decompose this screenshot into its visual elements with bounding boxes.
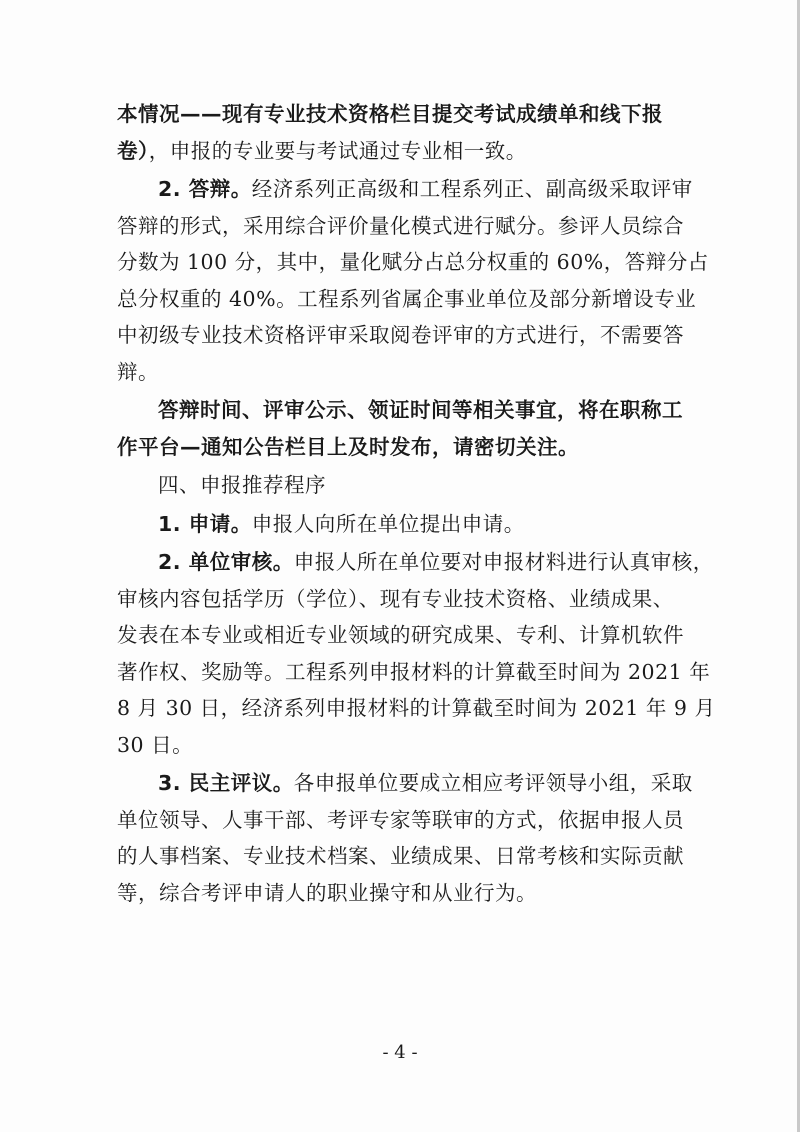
item-text: 申报人所在单位要对申报材料进行认真审核， <box>293 550 714 574</box>
paragraph-line <box>117 765 695 802</box>
item-text: 经济系列正高级和工程系列正、副高级采取评审 <box>251 177 693 201</box>
paragraph-line: 答辩的形式，采用综合评价量化模式进行赋分。参评人员综合 <box>117 213 684 238</box>
paragraph-line <box>117 171 695 208</box>
paragraph-line: 总分权重的 40%。工程系列省属企事业单位及部分新增设专业 <box>117 286 697 311</box>
paragraph-line: 著作权、奖励等。工程系列申报材料的计算截至时间为 2021 年 <box>117 659 711 684</box>
item-text: 各申报单位要成立相应考评领导小组，采取 <box>293 771 693 795</box>
bold-prefix: 卷） <box>117 138 149 163</box>
paragraph-line <box>117 544 714 581</box>
paragraph-line: 审核内容包括学历（学位）、现有专业技术资格、业绩成果、 <box>117 586 674 611</box>
line-rest: ，申报的专业要与考试通过专业相一致。 <box>148 138 527 163</box>
item-text: 申报人向所在单位提出申请。 <box>251 511 525 536</box>
page-number: - 4 - <box>382 1042 418 1063</box>
paragraph-line: 中初级专业技术资格评审采取阅卷评审的方式进行，不需要答 <box>117 323 684 347</box>
paragraph-line: 作平台—通知公告栏目上及时发布，请密切关注。 <box>117 434 579 459</box>
paragraph-line: 辩。 <box>117 359 159 384</box>
section-heading: 四、申报推荐程序 <box>158 473 326 497</box>
paragraph-line: 8 月 30 日，经济系列申报材料的计算截至时间为 2021 年 9 月 <box>117 696 716 720</box>
paragraph-line: 分数为 100 分，其中，量化赋分占总分权重的 60%，答辩分占 <box>117 250 709 274</box>
item-label: 3. 民主评议。 <box>158 771 294 795</box>
paragraph-line: 单位领导、人事干部、考评专家等联审的方式，依据申报人员 <box>117 807 684 832</box>
paragraph-line: 30 日。 <box>117 732 194 757</box>
paragraph-line: 发表在本专业或相近专业领域的研究成果、专利、计算机软件 <box>117 623 684 647</box>
paragraph-line <box>117 133 695 170</box>
paragraph-line: 的人事档案、专业技术档案、业绩成果、日常考核和实际贡献 <box>117 844 684 868</box>
paragraph-line: 本情况——现有专业技术资格栏目提交考试成绩单和线下报 <box>117 102 663 126</box>
paragraph-line <box>117 506 695 543</box>
document-body <box>117 96 716 911</box>
paragraph-line: 答辩时间、评审公示、领证时间等相关事宜，将在职称工 <box>158 398 683 422</box>
item-label: 2. 答辩。 <box>158 177 252 201</box>
item-label: 1. 申请。 <box>158 511 252 536</box>
paragraph-line: 等，综合考评申请人的职业操守和从业行为。 <box>117 880 537 905</box>
item-label: 2. 单位审核。 <box>158 550 294 574</box>
